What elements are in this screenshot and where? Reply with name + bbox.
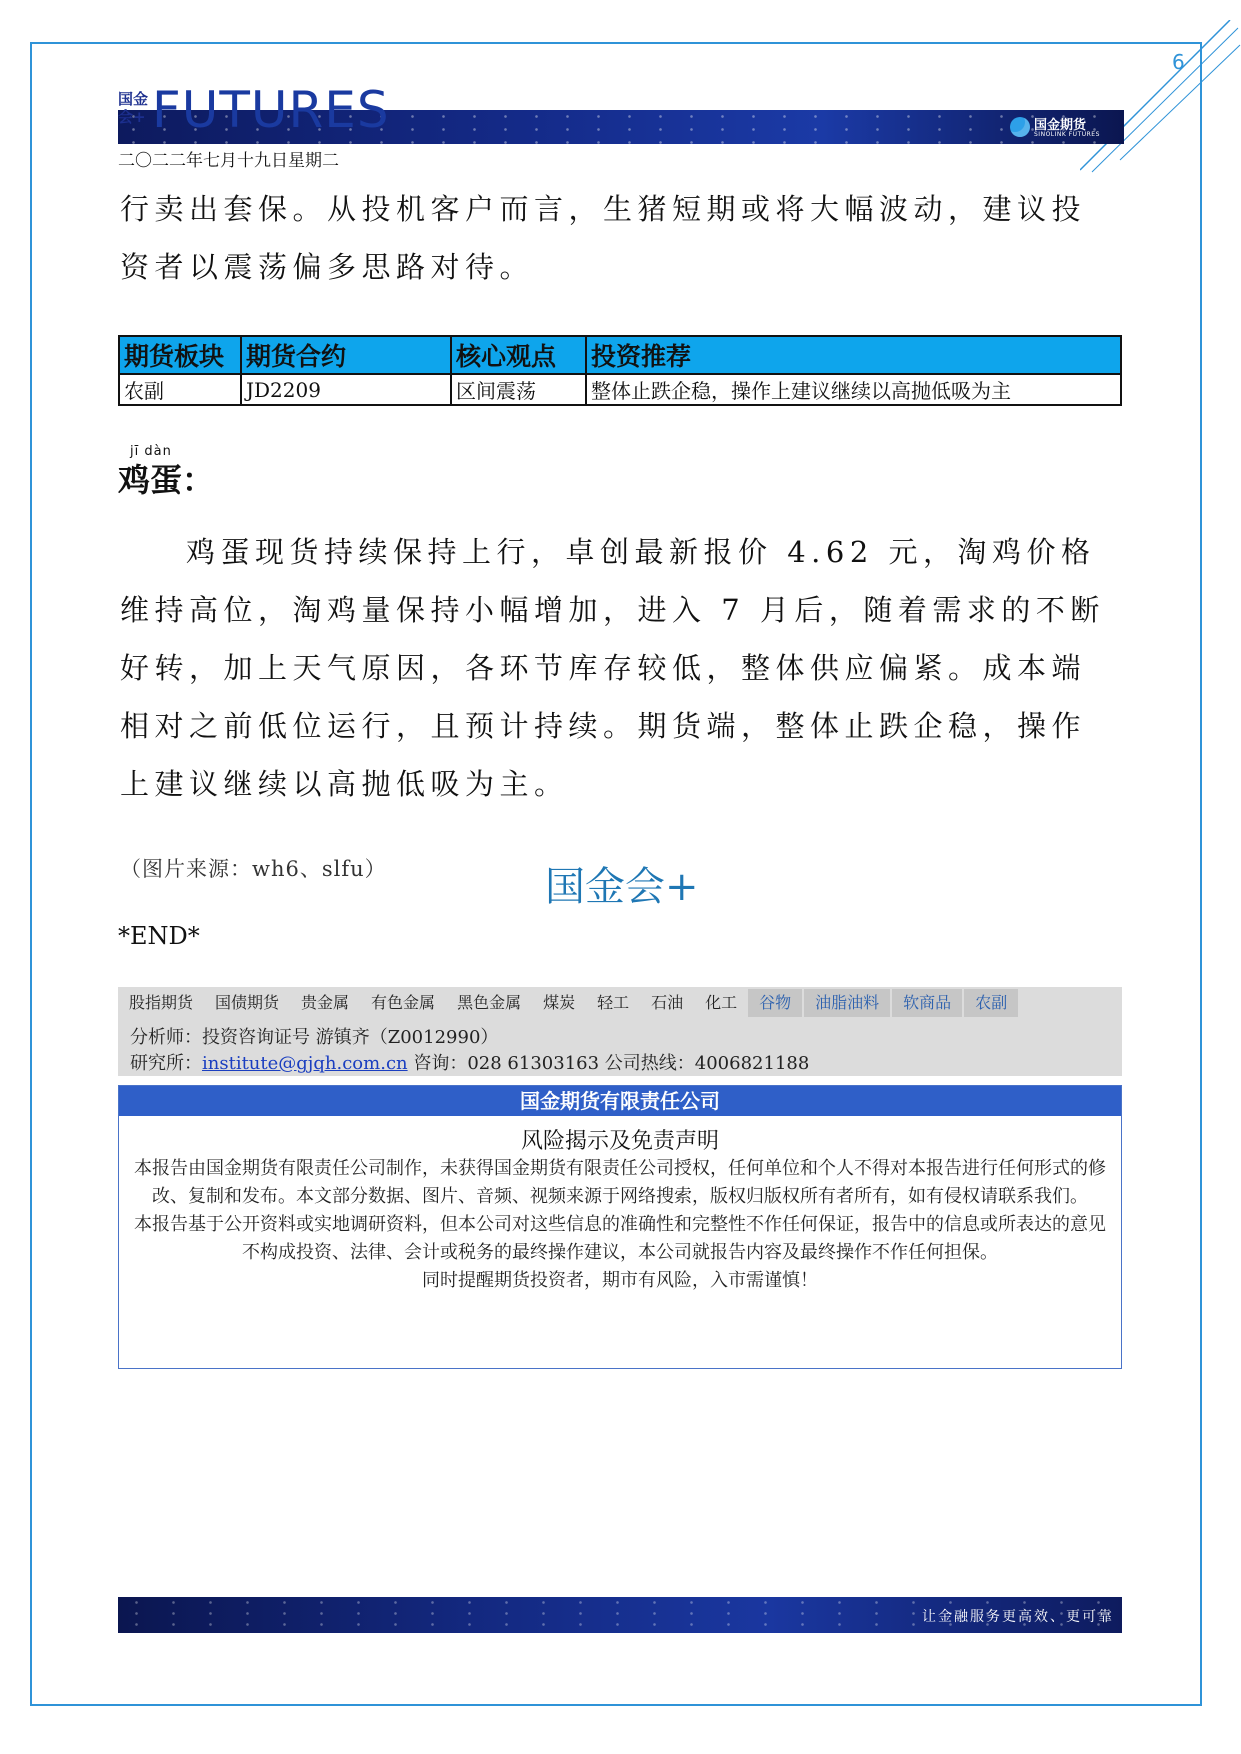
- table-cell: 区间震荡: [451, 374, 586, 405]
- end-mark: *END*: [118, 922, 200, 950]
- table-header-cell: 期货板块: [119, 336, 241, 374]
- brand-futures-logo: FUTURES: [152, 81, 390, 139]
- header-date: 二〇二二年七月十九日星期二: [118, 151, 339, 171]
- category-nav: [118, 989, 1020, 1017]
- category-item-highlighted[interactable]: 软商品: [892, 989, 962, 1017]
- category-item[interactable]: 贵金属: [301, 993, 350, 1012]
- category-item[interactable]: 股指期货: [129, 993, 194, 1012]
- disclaimer-title: 风险揭示及免责声明: [520, 1129, 719, 1154]
- table-row: [119, 374, 1121, 405]
- logo-cn-text: 国金期货: [1034, 118, 1087, 133]
- table-header-cell: 核心观点: [451, 336, 586, 374]
- category-item-highlighted[interactable]: 农副: [964, 989, 1018, 1017]
- disclaimer-paragraph: 本报告基于公开资料或实地调研资料，但本公司对这些信息的准确性和完整性不作任何保证，报告中的信息或所表达的意见不构成投资、法律、会计或税务的最终操作建议，本公司就报告内容及最终操作不作任何担保。: [134, 1214, 1106, 1263]
- view-table: [118, 335, 1122, 406]
- egg-paragraph: 鸡蛋现货持续保持上行，卓创最新报价 4.62 元，淘鸡价格维持高位，淘鸡量保持小幅增加，进入 7 月后，随着需求的不断好转，加上天气原因，各环节库存较低，整体供应偏紧。成本端相对之前低位运行，且预计持续。期货端，整体止跌企稳，操作上建议继续以高抛低吸为主。: [120, 535, 1105, 801]
- footer-band: [118, 1597, 1122, 1633]
- brand-cn-logo: 国金会+: [118, 90, 149, 126]
- company-name-bar: 国金期货有限责任公司: [119, 1086, 1121, 1116]
- disclaimer-paragraph: 本报告由国金期货有限责任公司制作，未获得国金期货有限责任公司授权，任何单位和个人不得对本报告进行任何形式的修改、复制和发布。本文部分数据、图片、音频、视频来源于网络搜索，版权归版权所有者所有，如有侵权请联系我们。: [134, 1158, 1106, 1207]
- footer-slogan: 让金融服务更高效、更可靠: [922, 1609, 1114, 1625]
- egg-pinyin: jī dàn: [130, 444, 172, 459]
- analyst-info: 分析师：投资咨询证号 游镇齐（Z0012990）: [130, 1027, 499, 1048]
- contact-line: [130, 1049, 809, 1075]
- image-source-note: （图片来源：wh6、slfu）: [120, 857, 387, 881]
- category-panel: [118, 987, 1122, 1076]
- gjh-label: 国金会+: [545, 864, 699, 910]
- disclaimer-box: [118, 1085, 1122, 1369]
- table-cell: JD2209: [241, 374, 451, 405]
- egg-section-title: 鸡蛋：: [118, 461, 215, 499]
- page-number: 6: [1172, 50, 1185, 74]
- category-item[interactable]: 轻工: [597, 993, 630, 1012]
- sinolink-logo-icon: [1010, 117, 1030, 137]
- table-header-row: [119, 336, 1121, 374]
- category-item[interactable]: 黑色金属: [457, 993, 522, 1012]
- consult-hotline: 咨询：028 61303163 公司热线：4006821188: [413, 1053, 810, 1074]
- email-link[interactable]: institute@gjqh.com.cn: [202, 1053, 408, 1074]
- category-item[interactable]: 煤炭: [543, 993, 576, 1012]
- category-item[interactable]: 石油: [651, 993, 684, 1012]
- institute-label: 研究所：: [130, 1053, 202, 1074]
- table-cell: 整体止跌企稳，操作上建议继续以高抛低吸为主: [586, 374, 1121, 405]
- corner-decoration: [1080, 20, 1241, 180]
- category-item[interactable]: 国债期货: [215, 993, 280, 1012]
- table-header-cell: 投资推荐: [586, 336, 1121, 374]
- risk-reminder: 同时提醒期货投资者，期市有风险，入市需谨慎！: [422, 1270, 818, 1291]
- intro-paragraph: 行卖出套保。从投机客户而言，生猪短期或将大幅波动，建议投资者以震荡偏多思路对待。: [120, 192, 1087, 284]
- table-header-cell: 期货合约: [241, 336, 451, 374]
- table-cell: 农副: [119, 374, 241, 405]
- category-item-highlighted[interactable]: 油脂油料: [804, 989, 890, 1017]
- category-item[interactable]: 化工: [705, 993, 738, 1012]
- category-item[interactable]: 有色金属: [371, 993, 436, 1012]
- logo-en-text: SINOLINK FUTURES: [1034, 131, 1100, 138]
- category-item-highlighted[interactable]: 谷物: [748, 989, 802, 1017]
- sinolink-logo: [1010, 112, 1120, 142]
